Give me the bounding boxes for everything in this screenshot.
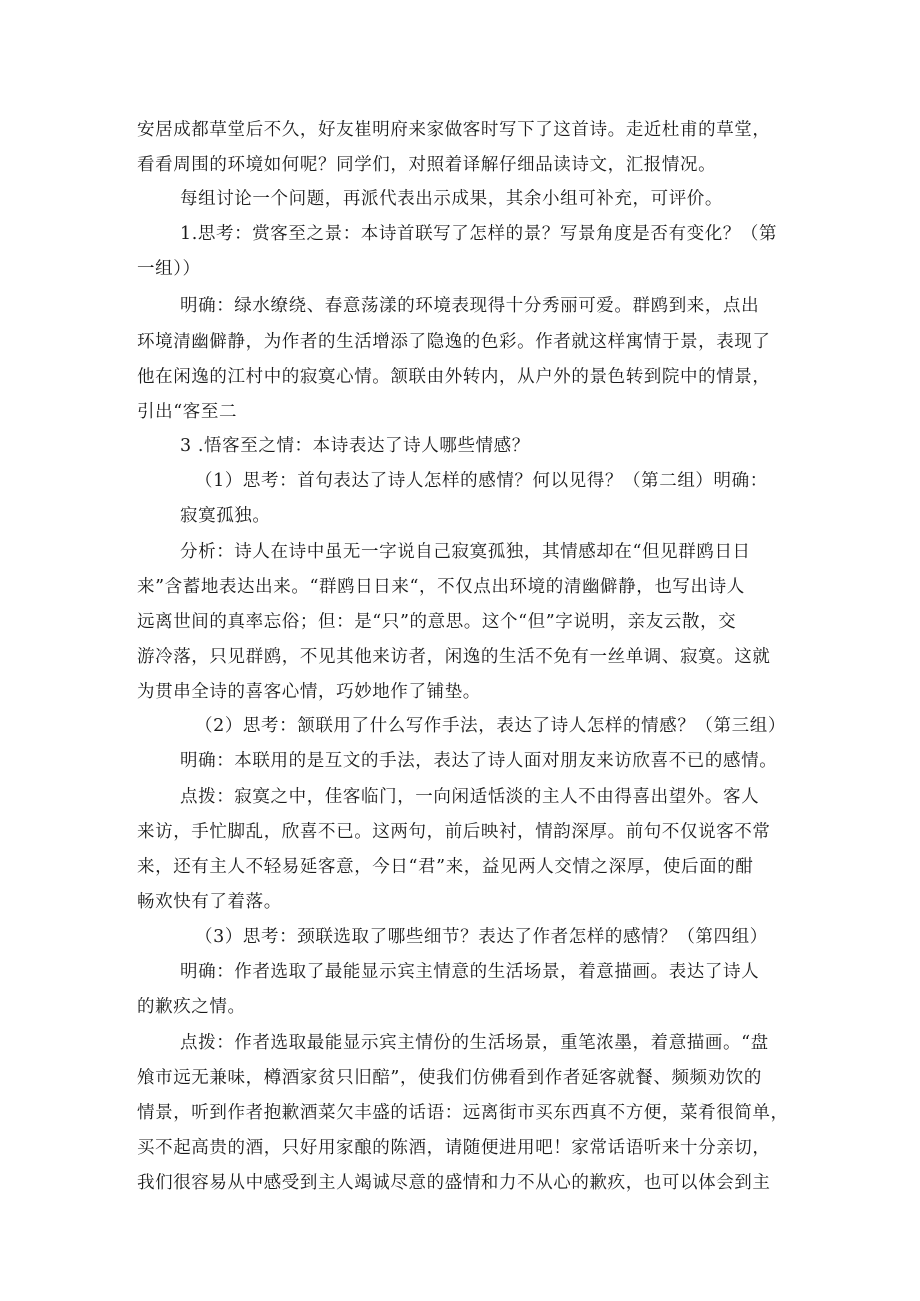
text-line: 1.思考：赏客至之景：本诗首联写了怎样的景？写景角度是否有变化？（第: [180, 224, 778, 244]
text-line: 安居成都草堂后不久，好友崔明府来家做客时写下了这首诗。走近杜甫的草堂，: [137, 120, 771, 140]
text-line: 为贯串全诗的喜客心情，巧妙地作了铺垫。: [137, 682, 481, 702]
text-line: 远离世间的真率忘俗；但：是“只”的意思。这个“但”字说明，亲友云散，交: [137, 612, 737, 632]
text-line: 买不起高贵的酒，只好用家酿的陈酒，请随便进用吧！家常话语听来十分亲切，: [137, 1138, 771, 1158]
text-line: （2）思考：颔联用了什么写作手法，表达了诗人怎样的情感？（第三组）: [195, 716, 786, 736]
text-line: 明确：本联用的是互文的手法，表达了诗人面对朋友来访欣喜不已的感情。: [180, 751, 778, 771]
text-line: 每组讨论一个问题，再派代表出示成果，其余小组可补充，可评价。: [180, 189, 723, 209]
text-line: 分析：诗人在诗中虽无一字说自己寂寞孤独，其情感却在“但见群鸥日日: [180, 542, 751, 562]
text-line: 我们很容易从中感受到主人竭诚尽意的盛情和力不从心的歉疚，也可以体会到主: [137, 1173, 771, 1193]
text-line: 来”含蓄地表达出来。“群鸥日日来“，不仅点出环境的清幽僻静，也写出诗人: [137, 577, 745, 597]
text-line: 看看周围的环境如何呢？同学们，对照着译解仔细品读诗文，汇报情况。: [137, 155, 717, 175]
text-line: 畅欢快有了着落。: [137, 892, 282, 912]
text-line: 游冷落，只见群鸥，不见其他来访者，闲逸的生活不免有一丝单调、寂寞。这就: [137, 647, 771, 667]
text-line: 他在闲逸的江村中的寂寞心情。颔联由外转内，从户外的景色转到院中的情景，: [137, 367, 771, 387]
text-line: 来访，手忙脚乱，欣喜不已。这两句，前后映衬，情韵深厚。前句不仅说客不常: [137, 822, 771, 842]
text-line: 环境清幽僻静，为作者的生活增添了隐逸的色彩。作者就这样寓情于景，表现了: [137, 332, 771, 352]
text-line: 明确：绿水缭绕、春意荡漾的环境表现得十分秀丽可爱。群鸥到来，点出: [180, 296, 760, 316]
text-line: 情景，听到作者抱歉酒菜欠丰盛的话语：远离街市买东西真不方便，菜肴很简单，: [137, 1103, 789, 1123]
text-line: 引出“客至二: [137, 402, 238, 422]
text-line: 飧市远无兼味，樽酒家贫只旧醅”，使我们仿佛看到作者延客就餐、频频劝饮的: [137, 1068, 762, 1088]
text-line: 的歉疚之情。: [137, 997, 246, 1017]
text-line: （1）思考：首句表达了诗人怎样的感情？何以见得？（第二组）明确：: [195, 471, 768, 491]
text-line: 寂寞孤独。: [180, 506, 271, 526]
text-line: （3）思考：颈联选取了哪些细节？表达了作者怎样的感情？（第四组）: [195, 927, 768, 947]
text-line: 一组））: [137, 259, 201, 279]
text-line: 明确：作者选取了最能显示宾主情意的生活场景，着意描画。表达了诗人: [180, 962, 760, 982]
text-line: 3 .悟客至之情：本诗表达了诗人哪些情感？: [180, 436, 530, 456]
text-line: 点拨：作者选取最能显示宾主情份的生活场景，重笔浓墨，着意描画。“盘: [180, 1033, 769, 1053]
text-line: 点拨：寂寞之中，佳客临门，一向闲适恬淡的主人不由得喜出望外。客人: [180, 787, 760, 807]
text-line: 来，还有主人不轻易延客意，今日“君”来，益见两人交情之深厚，使后面的酣: [137, 857, 754, 877]
